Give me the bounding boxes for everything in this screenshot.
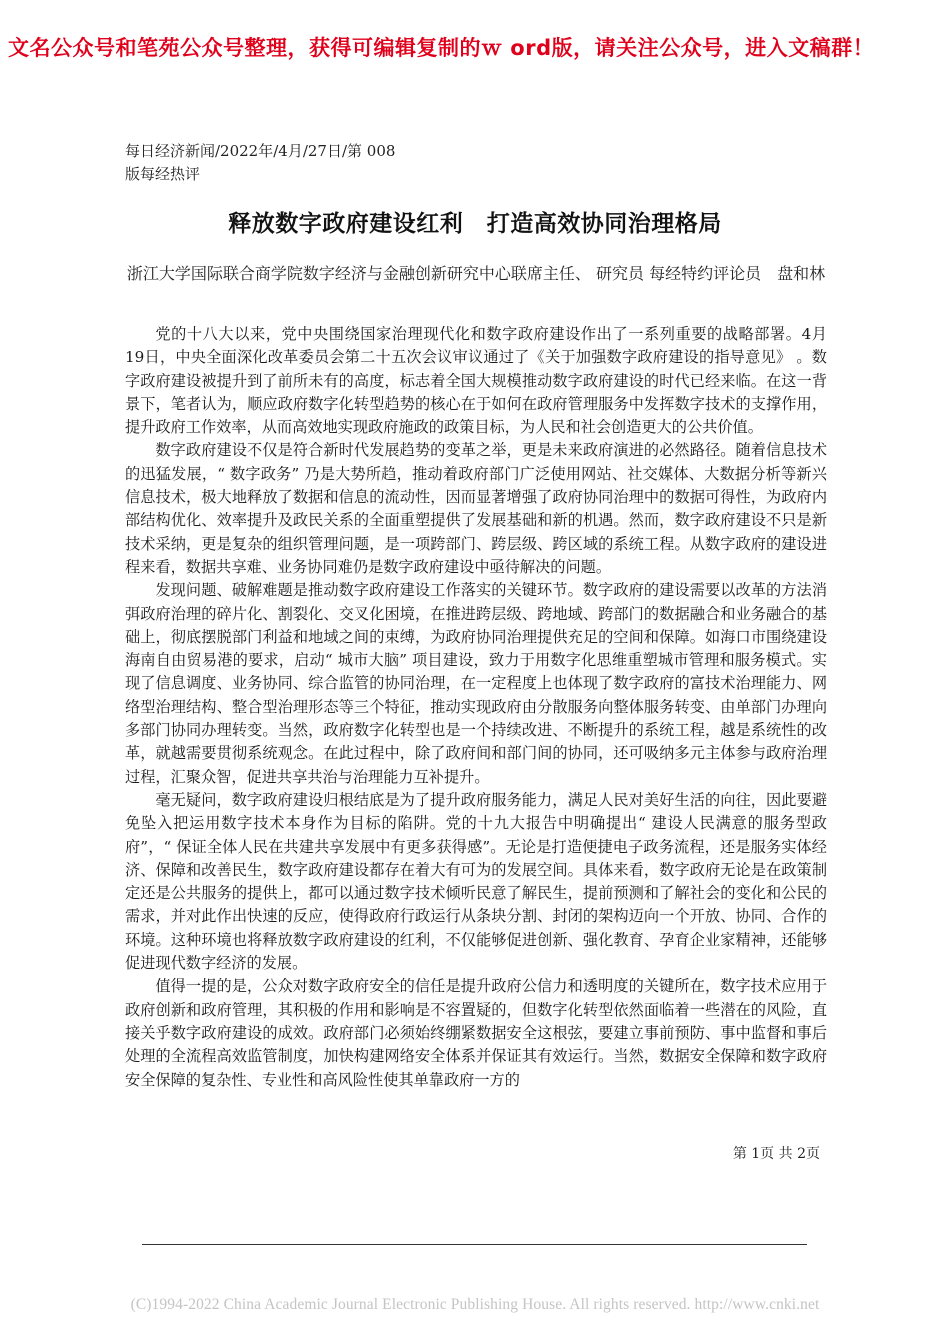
paragraph: 毫无疑问，数字政府建设归根结底是为了提升政府服务能力，满足人民对美好生活的向往，因此要避免坠入把运用数字技术本身作为目标的陷阱。党的十九大报告中明确提出“ 建设人民满意的服务型政府”，“ 保证全体人民在共建共享发展中有更多获得感”。无论是打造便捷电子政务流程，还是服务实体经济、保障和改善民生，数字政府建设都存在着大有可为的发展空间。具体来看，数字政府无论是在政策制定还是公共服务的提供上，都可以通过数字技术倾听民意了解民生，提前预测和了解社会的变化和公民的需求，并对此作出快速的反应，使得政府行政运行从条块分割、封闭的架构迈向一个开放、协同、合作的环境。这种环境也将释放数字政府建设的红利，不仅能够促进创新、强化教育、孕育企业家精神，还能够促进现代数字经济的发展。 <box>125 790 827 973</box>
paragraph: 党的十八大以来，党中央围绕国家治理现代化和数字政府建设作出了一系列重要的战略部署。4月 19日，中央全面深化改革委员会第二十五次会议审议通过了《关于加强数字政府建设的指导意见》 。数字政府建设被提升到了前所未有的高度，标志着全国大规模推动数字政府建设的时代已经来临。在这一背景下，笔者认为，顺应政府数字化转型趋势的核心在于如何在政府管理服务中发挥数字技术的支撑作用，提升政府工作效率，从而高效地实现政府施政的政策目标，为人民和社会创造更大的公共价值。 <box>125 325 827 437</box>
paragraph: 发现问题、破解难题是推动数字政府建设工作落实的关键环节。数字政府的建设需要以改革的方法消弭政府治理的碎片化、割裂化、交叉化困境，在推进跨层级、跨地域、跨部门的数据融合和业务融合的基础上，彻底摆脱部门利益和地域之间的束缚，为政府协同治理提供充足的空间和保障。如海口市围绕建设海南自由贸易港的要求，启动“ 城市大脑” 项目建设，致力于用数字化思维重塑城市管理和服务模式。实现了信息调度、业务协同、综合监管的协同治理，在一定程度上也体现了数字政府的富技术治理能力、网络型治理结构、整合型治理形态等三个特征，推动实现政府由分散服务向整体服务转变、由单部门办理向多部门协同办理转变。当然，政府数字化转型也是一个持续改进、不断提升的系统工程，越是系统性的改革，就越需要贯彻系统观念。在此过程中，除了政府间和部门间的协同，还可吸纳多元主体参与政府治理过程，汇聚众智，促进共享共治与治理能力互补提升。 <box>125 581 827 786</box>
publication-line-1: 每日经济新闻/2022年/4月/27日/第 008 <box>125 142 396 160</box>
page-number: 第 1页 共 2页 <box>732 1146 820 1162</box>
paragraph: 数字政府建设不仅是符合新时代发展趋势的变革之举，更是未来政府演进的必然路径。随着信息技术的迅猛发展，“ 数字政务” 乃是大势所趋，推动着政府部门广泛使用网站、社交媒体、大数据分析等新兴信息技术，极大地释放了数据和信息的流动性，因而显著增强了政府协同治理中的数据可得性，为政府内部结构优化、效率提升及政民关系的全面重塑提供了发展基础和新的机遇。然而，数字政府建设不只是新技术采纳，更是复杂的组织管理问题，是一项跨部门、跨层级、跨区域的系统工程。从数字政府的建设进程来看，数据共享难、业务协同难仍是数字政府建设中亟待解决的问题。 <box>125 441 827 576</box>
paragraph: 值得一提的是，公众对数字政府安全的信任是提升政府公信力和透明度的关键所在，数字技术应用于政府创新和政府管理，其积极的作用和影响是不容置疑的，但数字化转型依然面临着一些潜在的风险，直接关乎数字政府建设的成效。政府部门必须始终绷紧数据安全这根弦，要建立事前预防、事中监督和事后处理的全流程高效监管制度，加快构建网络安全体系并保证其有效运行。当然，数据安全保障和数字政府安全保障的复杂性、专业性和高风险性使其单靠政府一方的 <box>125 977 827 1089</box>
article-title: 释放数字政府建设红利 打造高效协同治理格局 <box>228 211 722 237</box>
article-body <box>125 323 827 1092</box>
copyright-watermark: (C)1994-2022 China Academic Journal Electronic Publishing House. All rights reserved. http://www.cnki.net <box>130 1296 820 1313</box>
footer-divider <box>142 1244 807 1245</box>
publication-line-2: 版每经热评 <box>125 165 201 183</box>
publication-info <box>125 140 425 186</box>
promo-banner: 文名公众号和笔苑公众号整理，获得可编辑复制的ｗ ord版，请关注公众号，进入文稿群！ <box>8 36 875 60</box>
article-author: 浙江大学国际联合商学院数字经济与金融创新研究中心联席主任、 研究员 每经特约评论员 盘和林 <box>126 264 826 283</box>
